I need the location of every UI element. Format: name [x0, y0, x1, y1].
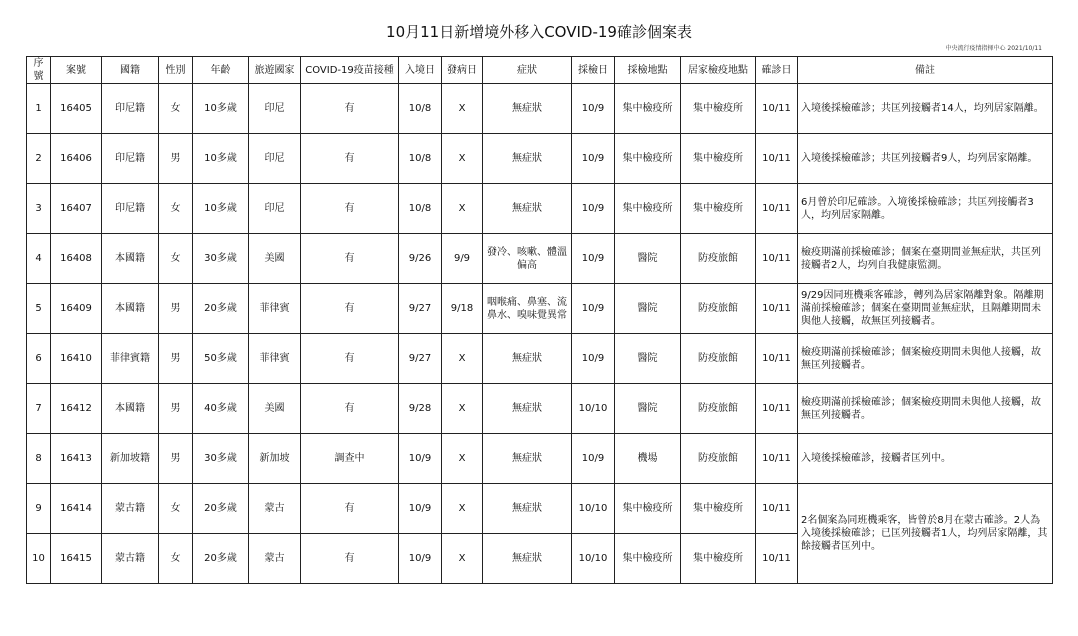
cell-vaccine: 有	[301, 84, 399, 134]
cell-confirmed: 10/11	[756, 134, 798, 184]
cell-sex: 男	[159, 384, 193, 434]
cell-onset: X	[442, 384, 483, 434]
cell-nationality: 蒙古籍	[102, 484, 159, 534]
cell-confirmed: 10/11	[756, 434, 798, 484]
cell-nationality: 蒙古籍	[102, 534, 159, 584]
col-header-symptoms: 症狀	[483, 57, 572, 84]
cell-test-date: 10/9	[572, 334, 615, 384]
table-row	[27, 184, 1053, 234]
cell-symptoms: 無症狀	[483, 84, 572, 134]
cell-nationality: 菲律賓籍	[102, 334, 159, 384]
cell-onset: 9/9	[442, 234, 483, 284]
cell-sex: 男	[159, 434, 193, 484]
cell-test-date: 10/10	[572, 484, 615, 534]
cell-test-date: 10/9	[572, 234, 615, 284]
cell-symptoms: 咽喉痛、鼻塞、流鼻水、嗅味覺異常	[483, 284, 572, 334]
cell-age: 30多歲	[193, 234, 249, 284]
cell-no: 10	[27, 534, 51, 584]
cell-travel: 美國	[249, 234, 301, 284]
col-header-vaccine: COVID-19疫苗接種	[301, 57, 399, 84]
cell-no: 5	[27, 284, 51, 334]
col-header-nationality: 國籍	[102, 57, 159, 84]
cell-nationality: 本國籍	[102, 234, 159, 284]
cell-test-date: 10/10	[572, 384, 615, 434]
cell-travel: 菲律賓	[249, 284, 301, 334]
cell-symptoms: 無症狀	[483, 334, 572, 384]
col-header-travel: 旅遊國家	[249, 57, 301, 84]
cell-onset: X	[442, 134, 483, 184]
cell-case: 16408	[51, 234, 102, 284]
page-title: 10月11日新增境外移入COVID-19確診個案表	[386, 23, 692, 41]
cell-no: 9	[27, 484, 51, 534]
cell-no: 7	[27, 384, 51, 434]
cell-travel: 蒙古	[249, 534, 301, 584]
cell-onset: X	[442, 84, 483, 134]
cases-table	[26, 56, 1053, 584]
table-row	[27, 484, 1053, 534]
cell-case: 16412	[51, 384, 102, 434]
cell-quarantine: 集中檢疫所	[681, 484, 756, 534]
cell-travel: 印尼	[249, 84, 301, 134]
cell-no: 3	[27, 184, 51, 234]
cell-test-site: 醫院	[615, 334, 681, 384]
cell-vaccine: 有	[301, 334, 399, 384]
cell-entry: 9/26	[399, 234, 442, 284]
cell-test-site: 集中檢疫所	[615, 84, 681, 134]
col-header-confirmed: 確診日	[756, 57, 798, 84]
cell-confirmed: 10/11	[756, 234, 798, 284]
cell-test-date: 10/9	[572, 84, 615, 134]
cell-note-shared: 2名個案為同班機乘客，皆曾於8月在蒙古確診。2人為入境後採檢確診；已匡列接觸者1人，均列居家隔離，其餘接觸者匡列中。	[798, 484, 1053, 584]
cell-onset: X	[442, 434, 483, 484]
cell-onset: X	[442, 534, 483, 584]
cell-age: 10多歲	[193, 84, 249, 134]
cell-no: 8	[27, 434, 51, 484]
cell-vaccine: 有	[301, 234, 399, 284]
cell-age: 30多歲	[193, 434, 249, 484]
cell-test-date: 10/9	[572, 284, 615, 334]
cell-symptoms: 無症狀	[483, 384, 572, 434]
cell-vaccine: 有	[301, 484, 399, 534]
col-header-test-site: 採檢地點	[615, 57, 681, 84]
cell-test-date: 10/9	[572, 434, 615, 484]
cell-quarantine: 防疫旅館	[681, 434, 756, 484]
col-header-no: 序號	[27, 57, 51, 84]
cell-nationality: 本國籍	[102, 284, 159, 334]
col-header-onset: 發病日	[442, 57, 483, 84]
cell-travel: 蒙古	[249, 484, 301, 534]
cell-onset: 9/18	[442, 284, 483, 334]
cell-quarantine: 集中檢疫所	[681, 534, 756, 584]
table-row	[27, 134, 1053, 184]
cell-age: 20多歲	[193, 284, 249, 334]
cell-symptoms: 發冷、咳嗽、體溫偏高	[483, 234, 572, 284]
col-header-note: 備註	[798, 57, 1053, 84]
cell-case: 16414	[51, 484, 102, 534]
cell-note: 檢疫期滿前採檢確診；個案在臺期間並無症狀，共匡列接觸者2人，均列自我健康監測。	[798, 234, 1053, 284]
cell-entry: 9/28	[399, 384, 442, 434]
cell-sex: 男	[159, 284, 193, 334]
cell-nationality: 新加坡籍	[102, 434, 159, 484]
cell-entry: 10/8	[399, 84, 442, 134]
cell-vaccine: 調查中	[301, 434, 399, 484]
cell-travel: 美國	[249, 384, 301, 434]
cell-age: 10多歲	[193, 134, 249, 184]
source-label: 中央流行疫情指揮中心 2021/10/11	[945, 45, 1042, 52]
cell-nationality: 印尼籍	[102, 184, 159, 234]
col-header-case: 案號	[51, 57, 102, 84]
cell-vaccine: 有	[301, 384, 399, 434]
cell-onset: X	[442, 484, 483, 534]
table-row	[27, 234, 1053, 284]
table-row	[27, 284, 1053, 334]
cell-quarantine: 防疫旅館	[681, 234, 756, 284]
cell-test-site: 醫院	[615, 234, 681, 284]
cell-entry: 9/27	[399, 284, 442, 334]
cell-quarantine: 防疫旅館	[681, 334, 756, 384]
cell-sex: 女	[159, 184, 193, 234]
cell-note: 6月曾於印尼確診。入境後採檢確診；共匡列接觸者3人，均列居家隔離。	[798, 184, 1053, 234]
cell-test-site: 集中檢疫所	[615, 484, 681, 534]
cell-symptoms: 無症狀	[483, 534, 572, 584]
cell-sex: 女	[159, 84, 193, 134]
cell-age: 50多歲	[193, 334, 249, 384]
table-row	[27, 434, 1053, 484]
cell-case: 16410	[51, 334, 102, 384]
cell-quarantine: 集中檢疫所	[681, 84, 756, 134]
cell-test-site: 醫院	[615, 284, 681, 334]
cell-note: 入境後採檢確診；共匡列接觸者9人，均列居家隔離。	[798, 134, 1053, 184]
cell-test-date: 10/9	[572, 184, 615, 234]
cell-sex: 男	[159, 334, 193, 384]
cell-entry: 10/8	[399, 134, 442, 184]
cell-nationality: 本國籍	[102, 384, 159, 434]
cell-nationality: 印尼籍	[102, 134, 159, 184]
cell-no: 1	[27, 84, 51, 134]
cell-entry: 10/8	[399, 184, 442, 234]
cell-test-site: 醫院	[615, 384, 681, 434]
cell-quarantine: 防疫旅館	[681, 384, 756, 434]
cell-note: 檢疫期滿前採檢確診；個案檢疫期間未與他人接觸，故無匡列接觸者。	[798, 384, 1053, 434]
cell-symptoms: 無症狀	[483, 134, 572, 184]
cell-confirmed: 10/11	[756, 384, 798, 434]
cell-quarantine: 防疫旅館	[681, 284, 756, 334]
cell-sex: 女	[159, 534, 193, 584]
cell-case: 16413	[51, 434, 102, 484]
cell-vaccine: 有	[301, 284, 399, 334]
cell-confirmed: 10/11	[756, 484, 798, 534]
cell-note: 檢疫期滿前採檢確診；個案檢疫期間未與他人接觸，故無匡列接觸者。	[798, 334, 1053, 384]
table-header-row	[27, 57, 1053, 84]
col-header-test-date: 採檢日	[572, 57, 615, 84]
cell-sex: 女	[159, 484, 193, 534]
cell-entry: 10/9	[399, 484, 442, 534]
cell-sex: 男	[159, 134, 193, 184]
cell-age: 40多歲	[193, 384, 249, 434]
cell-travel: 新加坡	[249, 434, 301, 484]
cell-sex: 女	[159, 234, 193, 284]
cell-entry: 9/27	[399, 334, 442, 384]
cell-symptoms: 無症狀	[483, 484, 572, 534]
cell-test-site: 集中檢疫所	[615, 534, 681, 584]
table-row	[27, 334, 1053, 384]
cell-travel: 印尼	[249, 184, 301, 234]
cell-confirmed: 10/11	[756, 334, 798, 384]
col-header-quarantine: 居家檢疫地點	[681, 57, 756, 84]
cell-age: 20多歲	[193, 534, 249, 584]
cell-vaccine: 有	[301, 184, 399, 234]
cell-no: 4	[27, 234, 51, 284]
cell-age: 20多歲	[193, 484, 249, 534]
cell-entry: 10/9	[399, 434, 442, 484]
cell-confirmed: 10/11	[756, 184, 798, 234]
cell-confirmed: 10/11	[756, 284, 798, 334]
cell-case: 16407	[51, 184, 102, 234]
cell-note: 入境後採檢確診；共匡列接觸者14人，均列居家隔離。	[798, 84, 1053, 134]
cell-travel: 菲律賓	[249, 334, 301, 384]
cell-travel: 印尼	[249, 134, 301, 184]
cell-vaccine: 有	[301, 534, 399, 584]
cell-vaccine: 有	[301, 134, 399, 184]
cell-case: 16415	[51, 534, 102, 584]
cell-note: 入境後採檢確診，接觸者匡列中。	[798, 434, 1053, 484]
cell-quarantine: 集中檢疫所	[681, 184, 756, 234]
cell-test-date: 10/9	[572, 134, 615, 184]
cell-entry: 10/9	[399, 534, 442, 584]
col-header-sex: 性別	[159, 57, 193, 84]
cell-no: 2	[27, 134, 51, 184]
cell-case: 16405	[51, 84, 102, 134]
cell-symptoms: 無症狀	[483, 434, 572, 484]
cell-confirmed: 10/11	[756, 534, 798, 584]
cell-test-site: 集中檢疫所	[615, 184, 681, 234]
cell-test-site: 機場	[615, 434, 681, 484]
cell-quarantine: 集中檢疫所	[681, 134, 756, 184]
cell-case: 16409	[51, 284, 102, 334]
cell-case: 16406	[51, 134, 102, 184]
cell-onset: X	[442, 184, 483, 234]
cell-onset: X	[442, 334, 483, 384]
col-header-entry: 入境日	[399, 57, 442, 84]
cell-confirmed: 10/11	[756, 84, 798, 134]
cell-symptoms: 無症狀	[483, 184, 572, 234]
cell-test-site: 集中檢疫所	[615, 134, 681, 184]
table-row	[27, 84, 1053, 134]
cell-note: 9/29因同班機乘客確診，轉列為居家隔離對象。隔離期滿前採檢確診；個案在臺期間並無症狀，且隔離期間未與他人接觸，故無匡列接觸者。	[798, 284, 1053, 334]
table-row	[27, 384, 1053, 434]
cell-test-date: 10/10	[572, 534, 615, 584]
cell-nationality: 印尼籍	[102, 84, 159, 134]
col-header-age: 年齡	[193, 57, 249, 84]
cell-no: 6	[27, 334, 51, 384]
cell-age: 10多歲	[193, 184, 249, 234]
